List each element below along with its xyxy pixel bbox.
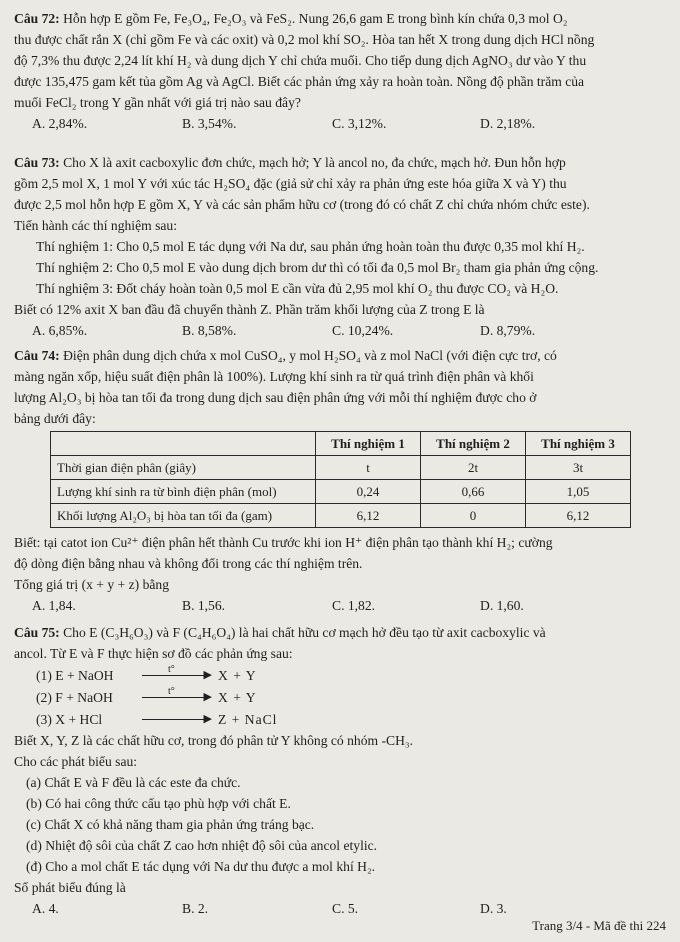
table-cell: 2t [421, 456, 526, 480]
q75-line-2: ancol. Từ E và F thực hiện sơ đồ các phản ứng sau: [14, 646, 293, 661]
question-75 [14, 622, 666, 919]
q74-choice-c[interactable]: C. 1,82. [332, 598, 376, 613]
reaction-1-lhs: (1) E + NaOH [36, 667, 114, 683]
table-cell: 0 [421, 504, 526, 528]
reaction-1-rhs: X + Y [218, 667, 257, 683]
table-row [51, 480, 631, 504]
q73-experiment-3: Thí nghiệm 3: Đốt cháy hoàn toàn 0,5 mol E cần vừa đủ 2,95 mol khí O₂ thu được CO₂ và H₂O. [36, 281, 559, 296]
q73-experiment-2: Thí nghiệm 2: Cho 0,5 mol E vào dung dịch brom dư thì có tối đa 0,5 mol Br₂ tham gia phản ứng cộng. [36, 260, 599, 275]
q75-statement-d: (d) Nhiệt độ sôi của chất Z cao hơn nhiệt độ sôi của ancol etylic. [26, 838, 378, 853]
q74-choice-d[interactable]: D. 1,60. [480, 598, 524, 613]
reaction-1-condition: t° [168, 664, 175, 675]
table-header-empty [51, 432, 316, 456]
table-header-exp2: Thí nghiệm 2 [421, 432, 526, 456]
q75-choice-a[interactable]: A. 4. [32, 901, 59, 916]
q72-choice-b[interactable]: B. 3,54%. [182, 116, 237, 131]
table-cell: 6,12 [316, 504, 421, 528]
q73-tail: Biết có 12% axit X ban đầu đã chuyển thành Z. Phần trăm khối lượng của Z trong E là [14, 302, 485, 317]
q72-choices [14, 113, 666, 134]
q75-line-1: Câu 75: Cho E (C₃H₆O₃) và F (C₄H₆O₄) là hai chất hữu cơ mạch hở đều tạo từ axit cacboxylic và [14, 625, 546, 640]
question-72 [14, 8, 666, 134]
reaction-2-condition: t° [168, 686, 175, 697]
q74-choice-b[interactable]: B. 1,56. [182, 598, 226, 613]
table-header-exp1: Thí nghiệm 1 [316, 432, 421, 456]
q75-statement-b: (b) Có hai công thức cấu tạo phù hợp với chất E. [26, 796, 291, 811]
q74-line-1: Câu 74: Điện phân dung dịch chứa x mol CuSO₄, y mol H₂SO₄ và z mol NaCl (với điện cực trơ, có [14, 348, 557, 363]
arrow-icon: ▶ t° [142, 668, 212, 682]
table-cell: 0,66 [421, 480, 526, 504]
table-cell: 0,24 [316, 480, 421, 504]
q74-line-4: bảng dưới đây: [14, 411, 96, 426]
arrow-icon: ▶ [142, 712, 212, 726]
q73-line-3: được 2,5 mol hỗn hợp E gồm X, Y và các sản phẩm hữu cơ (trong đó có chất Z chỉ chứa nhóm chức este). [14, 197, 590, 212]
q75-note: Biết X, Y, Z là các chất hữu cơ, trong đó phân tử Y không có nhóm -CH₃. [14, 733, 414, 748]
q74-after-2: độ dòng điện bằng nhau và không đổi trong các thí nghiệm trên. [14, 556, 363, 571]
arrow-icon: ▶ t° [142, 690, 212, 704]
q74-after-3: Tổng giá trị (x + y + z) bằng [14, 577, 170, 592]
q72-line-1: Câu 72: Hỗn hợp E gồm Fe, Fe₃O₄, Fe₂O₃ và FeS₂. Nung 26,6 gam E trong bình kín chứa 0,3 mol O₂ [14, 11, 568, 26]
q72-line-2: thu được chất rắn X (chỉ gồm Fe và các oxit) và 0,2 mol khí SO₂. Hòa tan hết X trong dung dịch HCl nồng [14, 32, 595, 47]
q72-label: Câu 72: [14, 11, 60, 26]
reaction-2-rhs: X + Y [218, 689, 257, 705]
q75-statement-dd: (đ) Cho a mol chất E tác dụng với Na dư thu được a mol khí H₂. [26, 859, 376, 874]
table-cell: Khối lượng Al₂O₃ bị hòa tan tối đa (gam) [51, 504, 316, 528]
q73-choices [14, 320, 666, 341]
q73-line-4: Tiến hành các thí nghiệm sau: [14, 218, 177, 233]
q74-label: Câu 74: [14, 348, 60, 363]
q73-label: Câu 73: [14, 155, 60, 170]
q74-choices [14, 595, 666, 616]
table-header-row [51, 432, 631, 456]
q74-choice-a[interactable]: A. 1,84. [32, 598, 76, 613]
q75-choice-b[interactable]: B. 2. [182, 901, 209, 916]
table-cell: Lượng khí sinh ra từ bình điện phân (mol) [51, 480, 316, 504]
q72-line-3: độ 7,3% thu được 2,24 lít khí H₂ và dung dịch Y chỉ chứa muối. Cho tiếp dung dịch AgNO₃ dư vào Y thu [14, 53, 587, 68]
q73-choice-a[interactable]: A. 6,85%. [32, 323, 88, 338]
q75-choice-d[interactable]: D. 3. [480, 901, 507, 916]
q74-line-2: màng ngăn xốp, hiệu suất điện phân là 100%). Lượng khí sinh ra từ quá trình điện phân và khối [14, 369, 534, 384]
table-cell: Thời gian điện phân (giây) [51, 456, 316, 480]
q73-choice-c[interactable]: C. 10,24%. [332, 323, 394, 338]
table-row [51, 504, 631, 528]
page-footer: Trang 3/4 - Mã đề thi 224 [532, 918, 666, 933]
q72-choice-a[interactable]: A. 2,84%. [32, 116, 88, 131]
q75-statement-c: (c) Chất X có khả năng tham gia phản ứng tráng bạc. [26, 817, 315, 832]
q73-line-1: Câu 73: Cho X là axit cacboxylic đơn chức, mạch hở; Y là ancol no, đa chức, mạch hở. Đun hỗn hợp [14, 155, 566, 170]
table-cell: 1,05 [526, 480, 631, 504]
question-74 [14, 345, 666, 616]
reaction-2-lhs: (2) F + NaOH [36, 689, 113, 705]
q75-label: Câu 75: [14, 625, 60, 640]
q75-choice-c[interactable]: C. 5. [332, 901, 359, 916]
q74-line-3: lượng Al₂O₃ bị hòa tan tối đa trong dung dịch sau điện phân ứng với mỗi thí nghiệm được cho ở [14, 390, 537, 405]
reaction-2 [14, 686, 666, 708]
q72-choice-d[interactable]: D. 2,18%. [480, 116, 536, 131]
q74-after-1: Biết: tại catot ion Cu²⁺ điện phân hết thành Cu trước khi ion H⁺ điện phân tạo thành khí H₂; cường [14, 535, 553, 550]
table-cell: 3t [526, 456, 631, 480]
question-73 [14, 152, 666, 341]
reaction-1 [14, 664, 666, 686]
reaction-3-lhs: (3) X + HCl [36, 711, 103, 727]
reaction-3 [14, 708, 666, 730]
q75-ask: Số phát biểu đúng là [14, 880, 126, 895]
table-cell: 6,12 [526, 504, 631, 528]
table-cell: t [316, 456, 421, 480]
table-header-exp3: Thí nghiệm 3 [526, 432, 631, 456]
q72-line-4: được 135,475 gam kết tủa gồm Ag và AgCl. Biết các phản ứng xảy ra hoàn toàn. Nồng độ phần trăm của [14, 74, 585, 89]
reaction-3-rhs: Z + NaCl [218, 711, 278, 727]
q73-experiment-1: Thí nghiệm 1: Cho 0,5 mol E tác dụng với Na dư, sau phản ứng hoàn toàn thu được 0,35 mol khí H₂. [36, 239, 585, 254]
table-row [51, 456, 631, 480]
q73-choice-b[interactable]: B. 8,58%. [182, 323, 237, 338]
electrolysis-table [50, 431, 631, 528]
q73-line-2: gồm 2,5 mol X, 1 mol Y với xúc tác H₂SO₄ đặc (giả sử chỉ xảy ra phản ứng este hóa giữa X và Y) thu [14, 176, 567, 191]
q72-line-5: muối FeCl₂ trong Y gần nhất với giá trị nào sau đây? [14, 95, 301, 110]
q73-choice-d[interactable]: D. 8,79%. [480, 323, 536, 338]
q75-intro: Cho các phát biểu sau: [14, 754, 138, 769]
q72-choice-c[interactable]: C. 3,12%. [332, 116, 387, 131]
q75-statement-a: (a) Chất E và F đều là các este đa chức. [26, 775, 241, 790]
